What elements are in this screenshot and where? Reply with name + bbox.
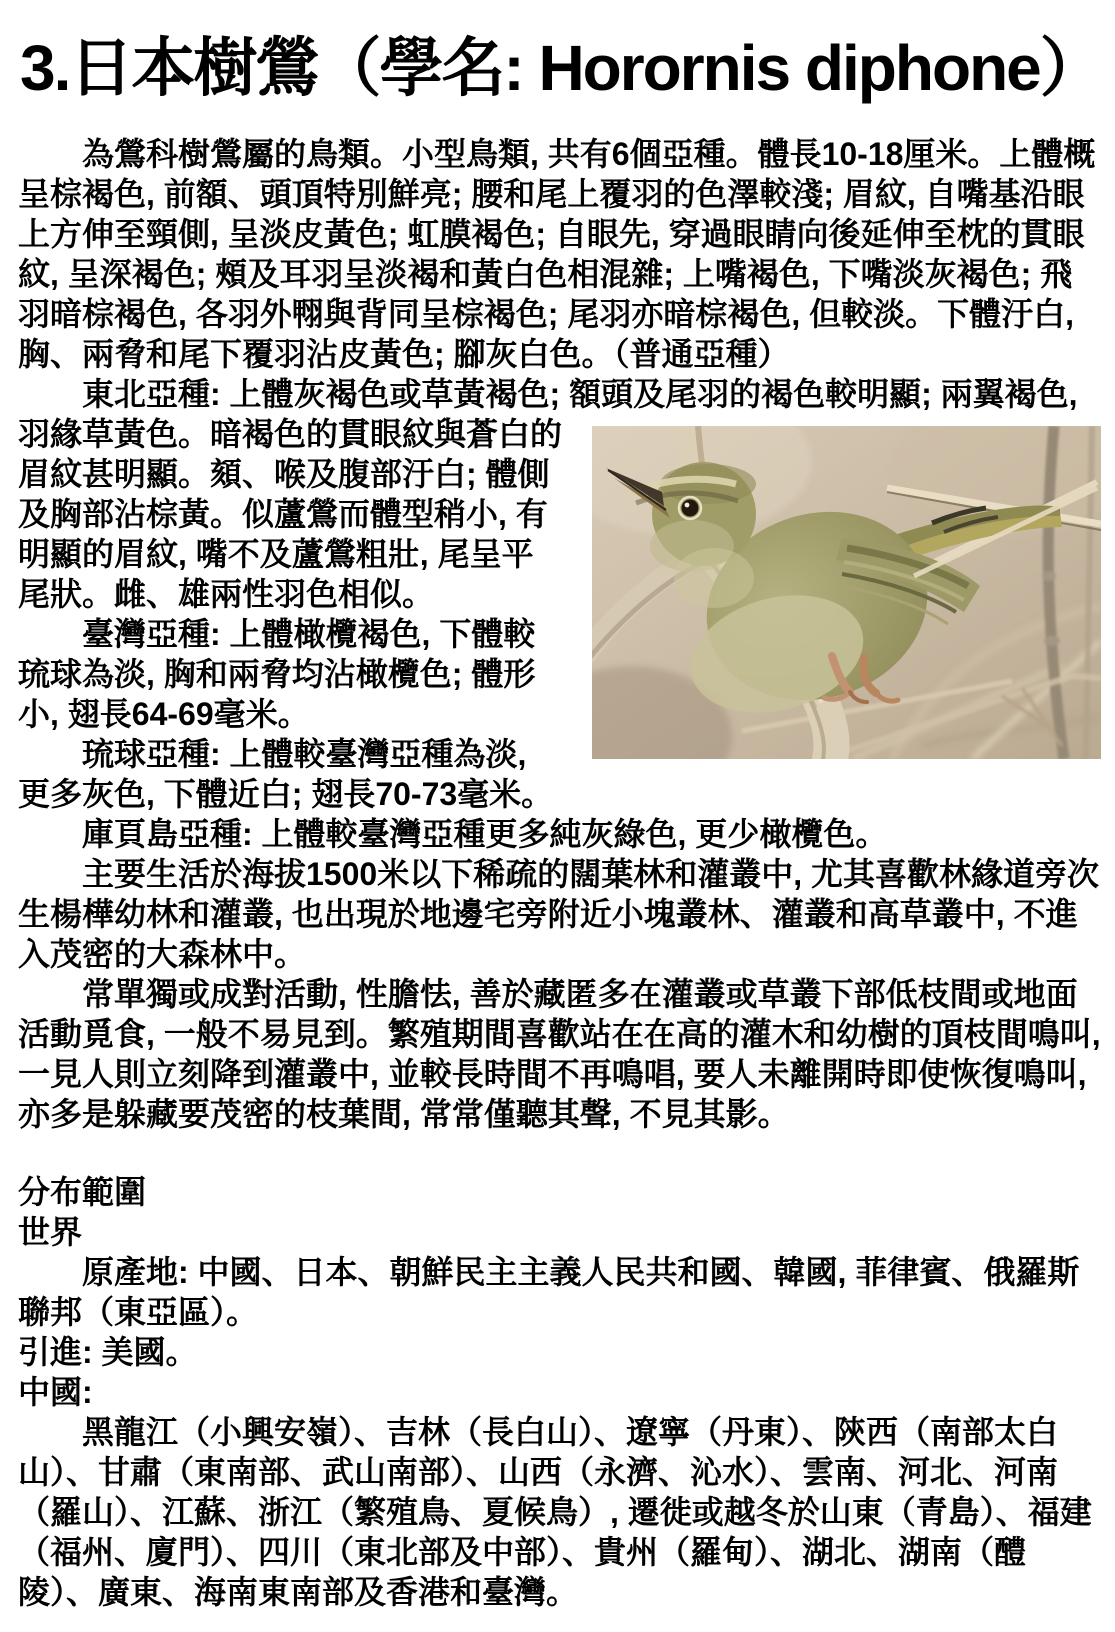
label-china: 中國: — [18, 1374, 93, 1410]
bird-eye — [682, 500, 699, 517]
paragraph-sakhalin-subspecies: 庫頁島亞種: 上體較臺灣亞種更多純灰綠色, 更少橄欖色。 — [82, 816, 888, 852]
bird-photo — [592, 426, 1101, 759]
paragraph-introduced: 引進: 美國。 — [18, 1334, 198, 1370]
document-page — [0, 32, 1115, 1612]
blank-line — [18, 1134, 1101, 1172]
paragraph-northeast-subspecies — [18, 414, 1101, 614]
section-heading-distribution: 分布範圍 — [18, 1174, 147, 1210]
paragraph-northeast-subspecies-text: 羽緣草黃色。暗褐色的貫眼紋與蒼白的眉紋甚明顯。頦、喉及腹部汙白; 體側及胸部沾棕黃。似蘆鶯而體型稍小, 有明顯的眉紋, 嘴不及蘆鶯粗壯, 尾呈平尾狀。雌、雄兩性羽色相似。 — [18, 416, 563, 612]
paragraph-northeast-subspecies-intro: 東北亞種: 上體灰褐色或草黃褐色; 額頭及尾羽的褐色較明顯; 兩翼褐色, — [82, 376, 1078, 412]
label-world: 世界 — [18, 1214, 83, 1250]
paragraph-taiwan-subspecies: 臺灣亞種: 上體橄欖褐色, 下體較琉球為淡, 胸和兩脅均沾橄欖色; 體形小, 翅長64-69毫米。 — [18, 616, 536, 732]
paragraph-origin: 原產地: 中國、日本、朝鮮民主主義人民共和國、韓國, 菲律賓、俄羅斯聯邦（東亞區）。 — [18, 1254, 1080, 1330]
paragraph-overview: 為鶯科樹鶯屬的鳥類。小型鳥類, 共有6個亞種。體長10-18厘米。上體概呈棕褐色, 前額、頭頂特別鮮亮; 腰和尾上覆羽的色澤較淺; 眉紋, 自嘴基沿眼上方伸至頸側, 呈淡皮黃色; 虹膜褐色; 自眼先, 穿過眼睛向後延伸至枕的貫眼紋, 呈深褐色; 頰及耳羽呈淡褐和黃白色相混雜; 上嘴褐色, 下嘴淡灰褐色; 飛羽暗棕褐色, 各羽外翈與背同呈棕褐色; 尾羽亦暗棕褐色, 但較淡。下體汙白, 胸、兩脅和尾下覆羽沾皮黃色; 腳灰白色。（普通亞種） — [18, 136, 1096, 372]
paragraph-ryukyu-subspecies: 琉球亞種: 上體較臺灣亞種為淡, 更多灰色, 下體近白; 翅長70-73毫米。 — [18, 736, 554, 812]
paragraph-china-distribution: 黑龍江（小興安嶺）、吉林（長白山）、遼寧（丹東）、陝西（南部太白山）、甘肅（東南部、武山南部）、山西（永濟、沁水）、雲南、河北、河南（羅山）、江蘇、浙江（繁殖鳥、夏候鳥）, 遷徙或越冬於山東（青島）、福建（福州、廈門）、四川（東北部及中部）、貴州（羅甸）、湖北、湖南（醴陵）、廣東、海南東南部及香港和臺灣。 — [18, 1414, 1092, 1610]
paragraph-behavior: 常單獨或成對活動, 性膽怯, 善於藏匿多在灌叢或草叢下部低枝間或地面活動覓食, 一般不易見到。繁殖期間喜歡站在在高的灌木和幼樹的頂枝間鳴叫, 一見人則立刻降到灌叢中, 並較長時間不再鳴唱, 要人未離開時即使恢復鳴叫, 亦多是躲藏要茂密的枝葉間, 常常僅聽其聲, 不見其影。 — [18, 976, 1101, 1132]
paragraph-habitat: 主要生活於海拔1500米以下稀疏的闊葉林和灌叢中, 尤其喜歡林緣道旁次生楊樺幼林和灌叢, 也出現於地邊宅旁附近小塊叢林、灌叢和高草叢中, 不進入茂密的大森林中。 — [18, 856, 1099, 972]
page-title: 3.日本樹鶯（學名: Horornis diphone） — [20, 32, 1102, 104]
